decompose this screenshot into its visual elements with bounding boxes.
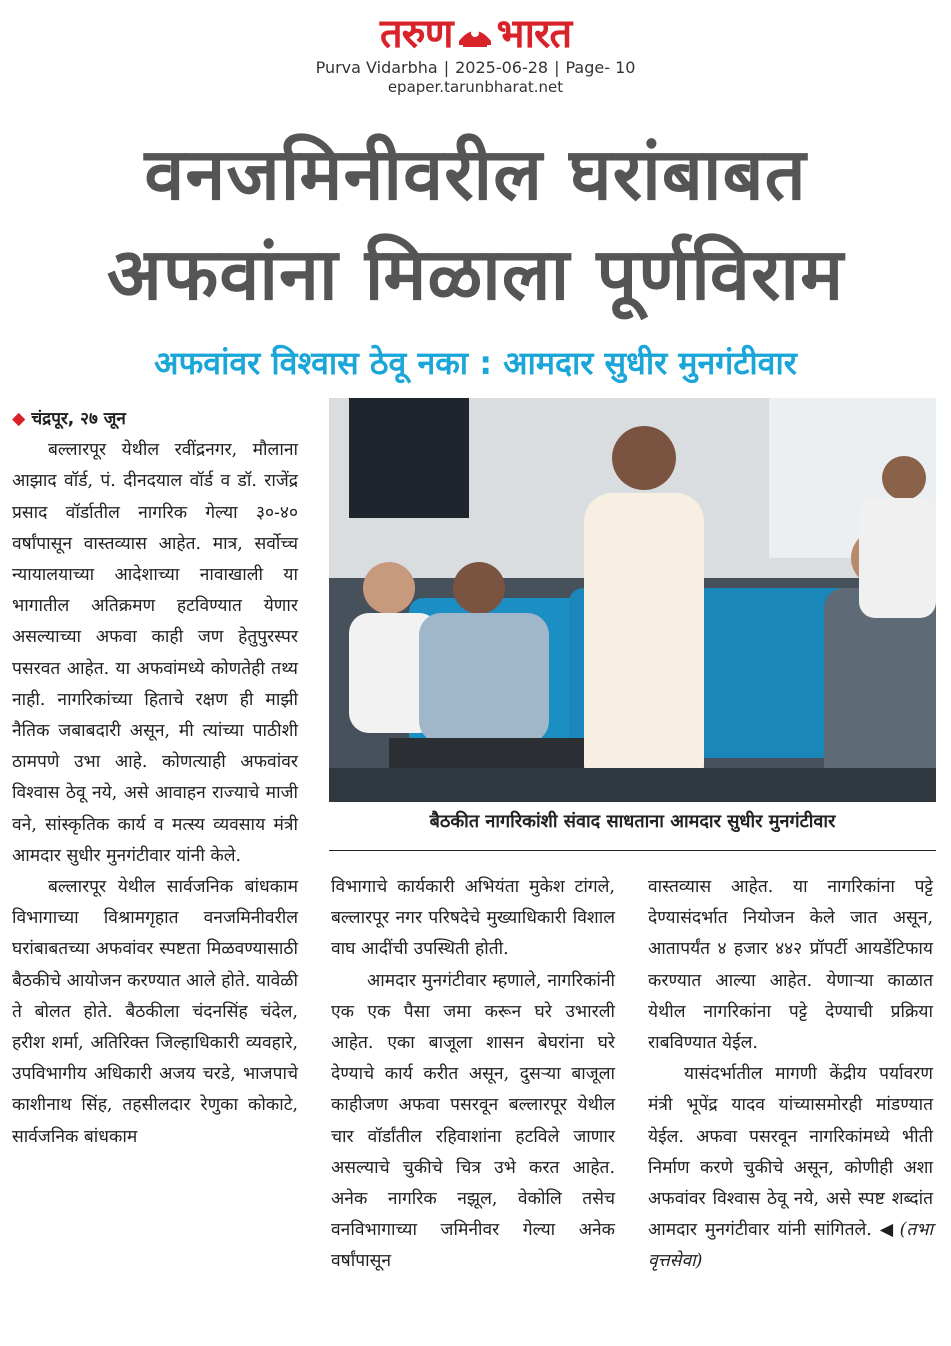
left-arrow-icon: ◀ — [879, 1220, 896, 1241]
headline-line-2: अफवांना मिळाला पूर्णविराम — [106, 232, 845, 316]
closing-text: यासंदर्भातील मागणी केंद्रीय पर्यावरण मंत्री भूपेंद्र यादव यांच्यासमोरही मांडण्यात येईल. अफवा पसरवून नागरिकांमध्ये भीती निर्माण करणे चुकीचे असून, कोणीही अशा अफवांवर विश्वास ठेवू नये, असे स्पष्ट शब्दांत आमदार मुनगंटीवार यांनी सांगितले. — [648, 1064, 933, 1241]
masthead — [0, 12, 951, 96]
article-column-1 — [12, 404, 298, 1153]
diamond-bullet-icon: ◆ — [12, 409, 26, 429]
edition-line: Purva Vidarbha | 2025-06-28 | Page- 10 — [315, 58, 636, 77]
lamp-emblem-icon — [457, 19, 493, 49]
page-number: Page- 10 — [565, 58, 636, 77]
subheadline: अफवांवर विश्वास ठेवू नका : आमदार सुधीर मुनगंटीवार — [154, 344, 797, 382]
article-column-3 — [648, 872, 933, 1278]
article-paragraph: आमदार मुनगंटीवार म्हणाले, नागरिकांनी एक एक पैसा जमा करून घरे उभारली आहेत. एका बाजूला शासन बेघरांना घरे देण्याचे कार्य करीत असून, दुसऱ्या बाजूला काहीजण अफवा पसरवून बल्लारपूर येथील चार वॉर्डांतील रहिवाशांना हटविले जाणार असल्याचे चुकीचे चित्र उभे करत आहेत. अनेक नागरिक नझूल, वेकोलि तसेच वनविभागाच्या जमिनीवर गेल्या अनेक वर्षांपासून — [331, 970, 615, 1272]
agency-credit: (तभा वृत्तसेवा) — [648, 1220, 933, 1272]
article-paragraph: वास्तव्यास आहेत. या नागरिकांना पट्टे देण्यासंदर्भात नियोजन केले जात असून, आतापर्यंत ४ हजार ४४२ प्रॉपर्टी आयडेंटिफाय करण्यात आल्या आहेत. येणाऱ्या काळात येथील नागरिकांना पट्टे देण्याची प्रक्रिया राबविण्यात येईल. — [648, 877, 933, 1054]
meeting-photo-illustration — [329, 398, 936, 802]
article-paragraph: बल्लारपूर येथील सार्वजनिक बांधकाम विभागाच्या विश्रामगृहात वनजमिनीवरील घरांबाबतच्या अफवांवर स्पष्टता मिळवण्यासाठी बैठकीचे आयोजन करण्यात आले होते. यावेळी ते बोलत होते. बैठकीला चंदनसिंह चंदेल, हरीश शर्मा, अतिरिक्त जिल्हाधिकारी व्यवहारे, उपविभागीय अधिकारी अजय चरडे, भाजपाचे काशीनाथ सिंह, तहसीलदार रेणुका कोकाटे, सार्वजनिक बांधकाम — [12, 877, 298, 1147]
logo-text-left: तरुण — [379, 11, 453, 57]
headline-line-1: वनजमिनीवरील घरांबाबत — [144, 132, 807, 216]
logo-text-right: भारत — [496, 11, 572, 57]
article-photo — [329, 398, 936, 802]
article-column-2 — [331, 872, 615, 1278]
edition-name: Purva Vidarbha — [315, 58, 438, 77]
article-paragraph: विभागाचे कार्यकारी अभियंता मुकेश टांगले, बल्लारपूर नगर परिषदेचे मुख्याधिकारी विशाल वाघ आदींची उपस्थिती होती. — [331, 877, 615, 960]
dateline-text: चंद्रपूर, २७ जून — [31, 409, 126, 429]
photo-caption: बैठकीत नागरिकांशी संवाद साधताना आमदार सुधीर मुनगंटीवार — [429, 811, 836, 832]
dateline — [12, 404, 298, 435]
article-paragraph: बल्लारपूर येथील रवींद्रनगर, मौलाना आझाद वॉर्ड, पं. दीनदयाल वॉर्ड व डॉ. राजेंद्र प्रसाद वॉर्डातील नागरिक गेल्या ३०-४० वर्षांपासून वास्तव्यास आहेत. मात्र, सर्वोच्च न्यायालयाच्या आदेशाच्या नावाखाली या भागातील अतिक्रमण हटविण्यात येणार असल्याच्या अफवा काही जण हेतुपुरस्पर पसरवत आहेत. या अफवांमध्ये कोणतेही तथ्य नाही. नागरिकांच्या हिताचे रक्षण ही माझी नैतिक जबाबदारी असून, मी त्यांच्या पाठीशी ठामपणे उभा आहे. कोणत्याही अफवांवर विश्वास ठेवू नये, असे आवाहन राज्याचे माजी वने, सांस्कृतिक कार्य व मत्स्य व्यवसाय मंत्री आमदार सुधीर मुनगंटीवार यांनी केले. — [12, 440, 298, 866]
article-paragraph-final — [648, 1059, 933, 1277]
divider-line — [329, 850, 936, 851]
newspaper-logo — [380, 12, 571, 56]
edition-date: 2025-06-28 — [455, 58, 549, 77]
epaper-url[interactable]: epaper.tarunbharat.net — [387, 78, 564, 96]
